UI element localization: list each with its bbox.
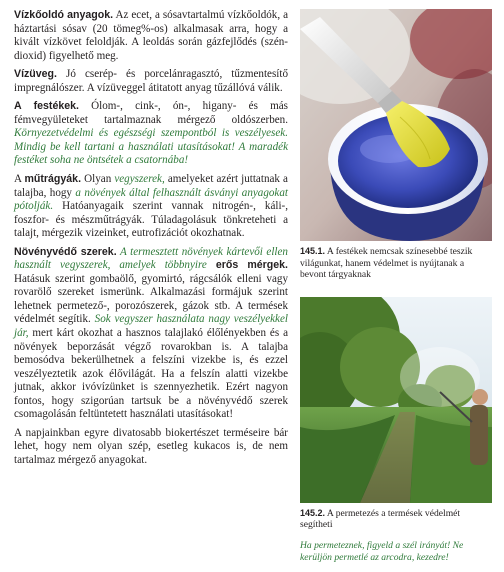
- spraying-garden-photo: [300, 297, 492, 503]
- caption-fig-2: [300, 508, 492, 531]
- emphasis-mutragyak-2: a növények által felhasznált ásványi anyagokat pótolják.: [14, 186, 288, 213]
- emphasis-novenyvedo-2: Sok vegyszer használata nagy veszélyekkel jár,: [14, 313, 288, 340]
- paragraph-mutragyak: [14, 173, 288, 241]
- paragraph-festekek: [14, 100, 288, 168]
- emphasis-eros-mergek: erős mérgek.: [215, 259, 289, 272]
- paragraph-vizuveg: [14, 68, 288, 95]
- emphasis-mutragyak-1: vegyszerek,: [114, 173, 165, 186]
- text-mutragyak-3: Hatóanyagaik szerint vannak nitrogén-, káli-, foszfor- és mészműtrágyák. Túladagolásuk tönkreteheti a talajt, mérgezik vizeinket, eutrofizációt okozhatnak.: [14, 200, 288, 240]
- keyword-mutragyak: műtrágyák.: [24, 173, 82, 186]
- text-vizkooldo: Az ecet, a sósavtartalmú vízkőoldók, a háztartási sósav (20 tömeg%-os) alkalmasak arra, hogy a kivált vízkövet feloldják. A leoldás során gázfejlődés (szén-dioxid) figyelhető meg.: [14, 9, 288, 62]
- figure-column: [300, 9, 492, 563]
- main-text-column: [14, 9, 288, 473]
- text-vizuveg: Jó cserép- és porcelánragasztó, tűzmentesítő impregnálószer. A vízüveggel átitatott anyag tűzállóvá válik.: [14, 68, 288, 94]
- caption-fig-1: [300, 246, 492, 281]
- text-mutragyak-2: amelyeket azért juttatnak a talajba, hogy: [14, 173, 288, 199]
- spraying-safety-note: Ha permeteznek, figyeld a szél irányát! Ne kerüljön permetlé az arcodra, kezedre!: [300, 539, 464, 563]
- caption-fig-2-number: 145.2.: [300, 507, 326, 518]
- text-novenyvedo-2: mert kárt okozhat a hasznos talajlakó élőlényekben és a növények beporzását végző rovarokban is. A talajba bemosódva bekerülhetnek a felszíni vizekbe is, és ezzel veszélyeztetik azok élővilágát. Ha a felszín alatti vizekbe jutnak, akkor ivóvízünket is szennyezhetik. Ezért nagyon fontos, hogy szigorúan tartsuk be a növényvédő szerek csomagolásán feltüntetett használati utasításokat!: [14, 327, 288, 421]
- text-bio: A napjainkban egyre divatosabb biokertészet terméseire bár lehet, hogy nem olyan szép, esetleg kukacos is, de nem tartalmaz mérgező anyagokat.: [14, 426, 288, 466]
- paragraph-novenyvedo: [14, 246, 288, 422]
- paragraph-bio: [14, 427, 288, 468]
- warning-festekek: Környezetvédelmi és egészségi szempontból is veszélyesek. Mindig be kell tartani a használati utasításokat! A maradék festéket soha ne öntsétek a csatornába!: [14, 127, 288, 167]
- keyword-novenyvedo: Növényvédő szerek.: [14, 245, 117, 258]
- caption-fig-1-number: 145.1.: [300, 246, 326, 256]
- text-novenyvedo-1: Hatásuk szerint gombaölő, gyomirtó, rágcsálók elleni vagy rovarölő szereket ismerünk. Alkalmazási formájuk szerint lehetnek permetező-, porozószerek, gázok stb. A termések védelmét segítik.: [14, 272, 288, 326]
- paint-can-photo: [300, 9, 492, 241]
- caption-fig-2-text: A permetezés a termések védelmét segítheti: [300, 507, 461, 531]
- text-mutragyak-1: Olyan: [81, 173, 115, 186]
- keyword-vizkooldo: Vízkőoldó anyagok.: [14, 9, 114, 21]
- emphasis-novenyvedo-1: A termesztett növények kártevői ellen használt vegyszerek, amelyek többnyire: [14, 245, 288, 272]
- caption-fig-1-text: A festékek nemcsak színesebbé teszik világunkat, hanem védelmet is nyújtanak a bevont tárgyaknak: [300, 246, 473, 281]
- paragraph-vizkooldo: [14, 9, 288, 63]
- prefix-mutragyak: A: [14, 173, 25, 186]
- keyword-festekek: A festékek.: [14, 100, 79, 113]
- text-festekek: Ólom-, cink-, ón-, higany- és más fémvegyületeket tartalmaznak mérgező oldószerben.: [14, 100, 288, 126]
- keyword-vizuveg: Vízüveg.: [14, 68, 57, 81]
